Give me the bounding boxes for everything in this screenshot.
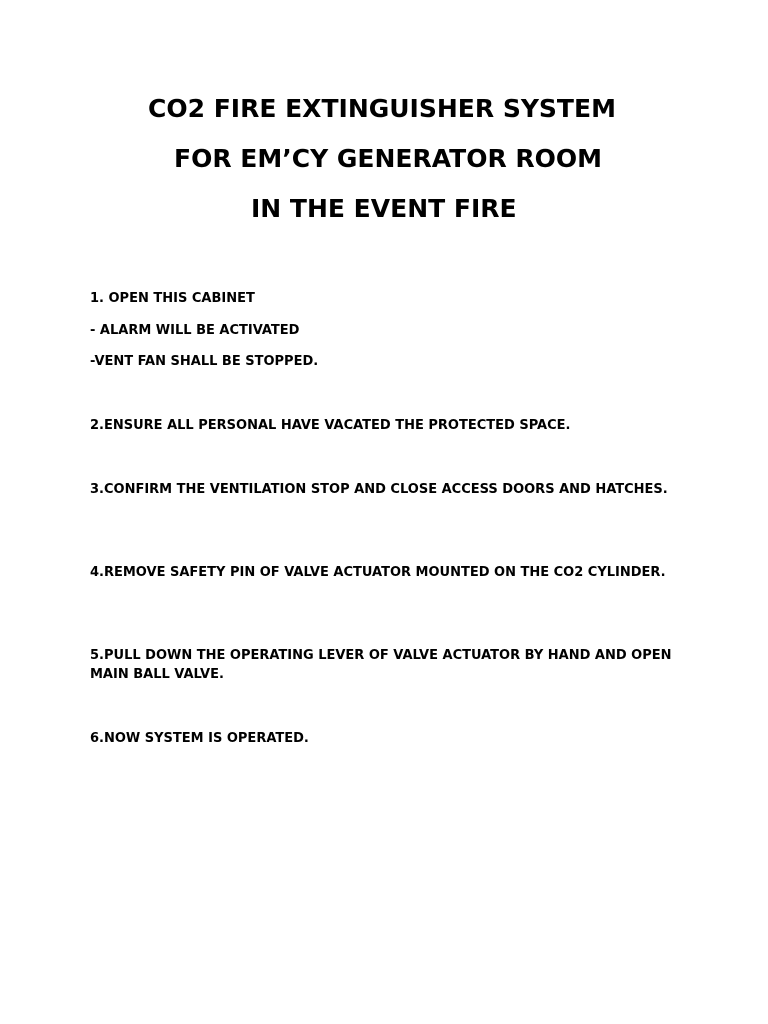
step-1: 1. OPEN THIS CABINET (90, 291, 255, 306)
title-line-2: FOR EM’CY GENERATOR ROOM (174, 144, 603, 173)
step-1-alarm-note: - ALARM WILL BE ACTIVATED (90, 323, 300, 338)
step-5: 5.PULL DOWN THE OPERATING LEVER OF VALVE ACTUATOR BY HAND AND OPEN MAIN BALL VALVE. (90, 648, 672, 682)
step-6: 6.NOW SYSTEM IS OPERATED. (90, 731, 309, 746)
step-4: 4.REMOVE SAFETY PIN OF VALVE ACTUATOR MOUNTED ON THE CO2 CYLINDER. (90, 565, 666, 580)
title-line-3: IN THE EVENT FIRE (251, 194, 517, 223)
step-2: 2.ENSURE ALL PERSONAL HAVE VACATED THE PROTECTED SPACE. (90, 418, 571, 433)
title-line-1: CO2 FIRE EXTINGUISHER SYSTEM (148, 94, 616, 123)
step-1-vent-fan-note: -VENT FAN SHALL BE STOPPED. (90, 354, 319, 369)
step-3: 3.CONFIRM THE VENTILATION STOP AND CLOSE ACCESS DOORS AND HATCHES. (90, 482, 668, 497)
